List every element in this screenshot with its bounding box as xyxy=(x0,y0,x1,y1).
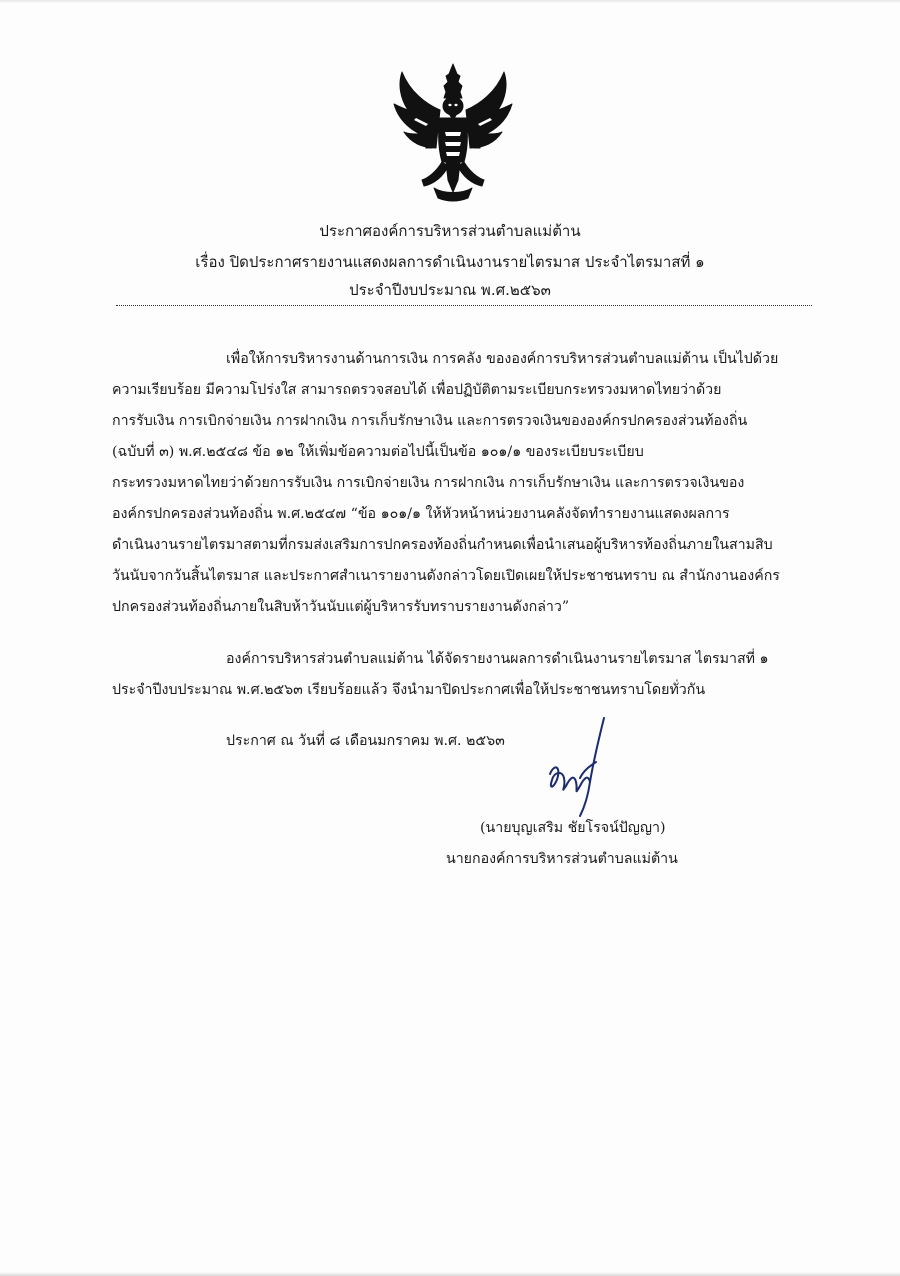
paragraph-1-line: ปกครองส่วนท้องถิ่นภายในสิบห้าวันนับแต่ผู้บริหารรับทราบรายงานดังกล่าว” xyxy=(112,599,570,615)
announcement-fiscal-year: ประจำปีงบประมาณ พ.ศ.๒๕๖๓ xyxy=(349,281,551,299)
signatory-name: (นายบุญเสริม ชัยโรจน์ปัญญา) xyxy=(480,820,666,836)
paragraph-1-line: ความเรียบร้อย มีความโปร่งใส สามารถตรวจสอบได้ เพื่อปฏิบัติตามระเบียบกระทรวงมหาดไทยว่าด้วย xyxy=(112,382,722,398)
paragraph-1-line: การรับเงิน การเบิกจ่ายเงิน การฝากเงิน การเก็บรักษาเงิน และการตรวจเงินขององค์กรปกครองส่วนท้องถิ่น xyxy=(112,413,748,429)
announcement-subject: เรื่อง ปิดประกาศรายงานแสดงผลการดำเนินงานรายไตรมาส ประจำไตรมาสที่ ๑ xyxy=(195,253,705,271)
paragraph-2-line: ประจำปีงบประมาณ พ.ศ.๒๕๖๓ เรียบร้อยแล้ว จึงนำมาปิดประกาศเพื่อให้ประชาชนทราบโดยทั่วกัน xyxy=(112,682,706,698)
dotted-divider xyxy=(116,305,812,306)
signatory-position: นายกองค์การบริหารส่วนตำบลแม่ต้าน xyxy=(446,851,678,867)
garuda-emblem-icon xyxy=(388,62,518,204)
paragraph-1-line: เพื่อให้การบริหารงานด้านการเงิน การคลัง ขององค์การบริหารส่วนตำบลแม่ต้าน เป็นไปด้วย xyxy=(226,351,779,367)
paragraph-1-line: วันนับจากวันสิ้นไตรมาส และประกาศสำเนารายงานดังกล่าวโดยเปิดเผยให้ประชาชนทราบ ณ สำนักงานองค์กร xyxy=(112,568,780,584)
paragraph-2-line: องค์การบริหารส่วนตำบลแม่ต้าน ได้จัดรายงานผลการดำเนินงานรายไตรมาส ไตรมาสที่ ๑ xyxy=(226,651,769,667)
paragraph-1-line: กระทรวงมหาดไทยว่าด้วยการรับเงิน การเบิกจ่ายเงิน การฝากเงิน การเก็บรักษาเงิน และการตรวจเงินของ xyxy=(112,475,745,491)
scan-edge-bottom xyxy=(0,1272,900,1276)
scan-edge-top xyxy=(0,0,900,3)
paragraph-1-line: ดำเนินงานรายไตรมาสตามที่กรมส่งเสริมการปกครองท้องถิ่นกำหนดเพื่อนำเสนอผู้บริหารท้องถิ่นภายในสามสิบ xyxy=(112,537,773,553)
handwritten-signature xyxy=(540,712,622,822)
announcement-org-title: ประกาศองค์การบริหารส่วนตำบลแม่ต้าน xyxy=(319,222,581,240)
paragraph-1-line: องค์กรปกครองส่วนท้องถิ่น พ.ศ.๒๕๔๗ “ข้อ ๑๐๑/๑ ให้หัวหน้าหน่วยงานคลังจัดทำรายงานแสดงผลการ xyxy=(112,506,730,522)
announcement-date: ประกาศ ณ วันที่ ๘ เดือนมกราคม พ.ศ. ๒๕๖๓ xyxy=(226,733,505,749)
paragraph-1-line: (ฉบับที่ ๓) พ.ศ.๒๕๔๘ ข้อ ๑๒ ให้เพิ่มข้อความต่อไปนี้เป็นข้อ ๑๐๑/๑ ของระเบียบระเบียบ xyxy=(112,444,644,460)
